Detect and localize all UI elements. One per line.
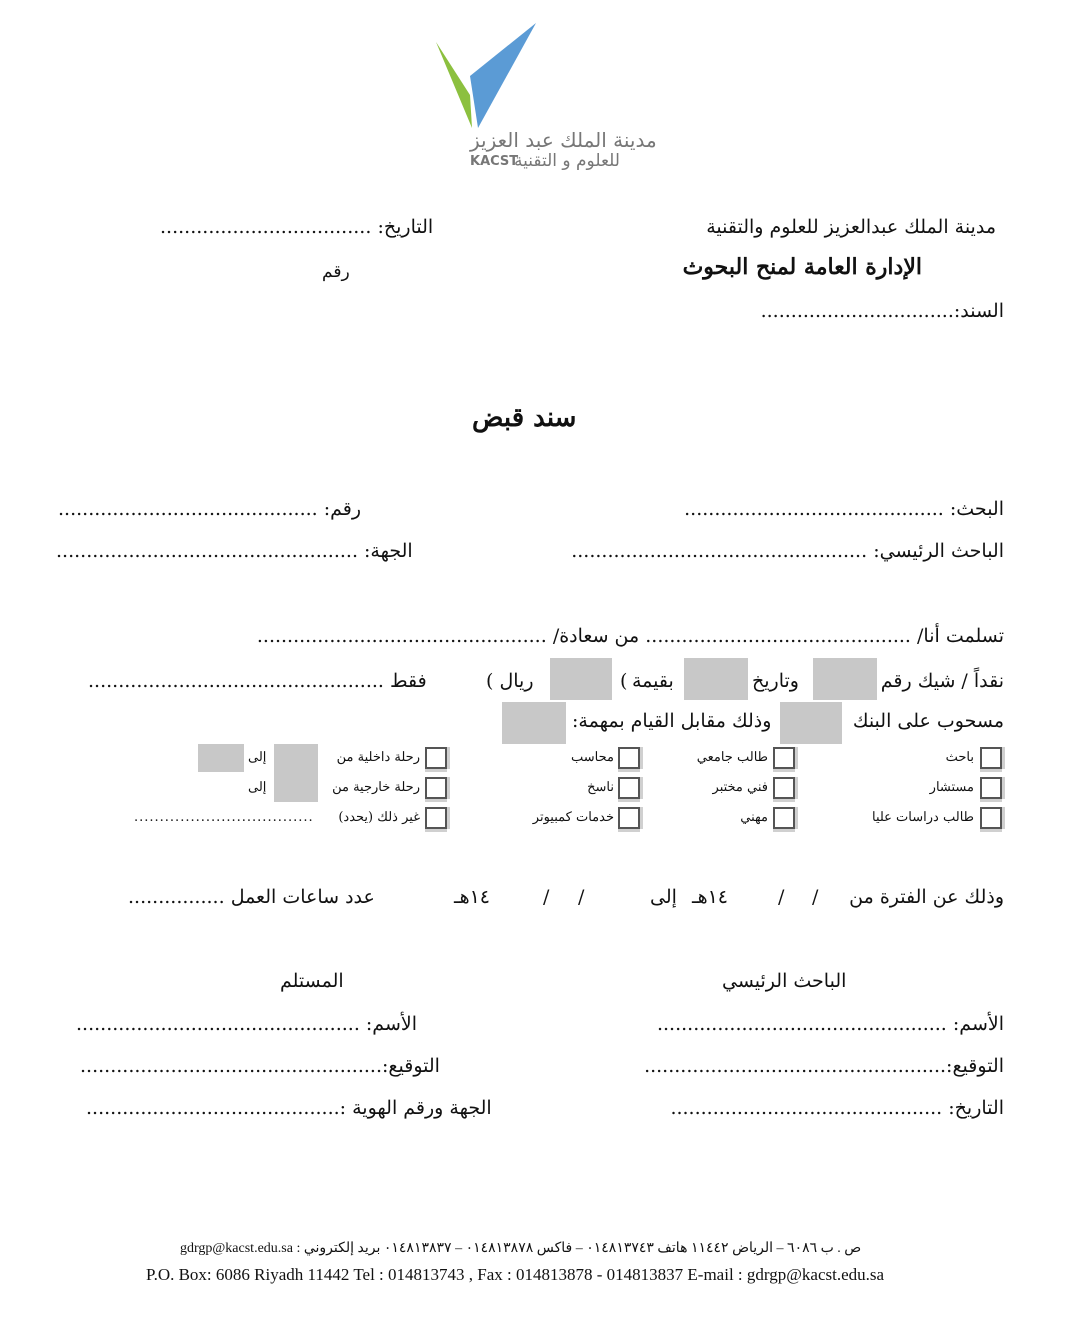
- only-label: فقط: [390, 670, 427, 692]
- pi-name-dots[interactable]: ................................................: [656, 1013, 947, 1035]
- period-to-slash-1: /: [578, 886, 585, 908]
- receiver-name-dots[interactable]: ...............................................: [76, 1013, 360, 1035]
- label-computer-services: خدمات كمبيوتر: [532, 810, 614, 825]
- domestic-from-field[interactable]: [274, 744, 318, 772]
- pi-name-label: الأسم:: [952, 1013, 1004, 1035]
- info-number-dots[interactable]: ...........................................: [58, 498, 318, 520]
- receiver-signature-title: المستلم: [280, 970, 344, 992]
- value-label: بقيمة: [632, 670, 674, 692]
- pi-date-dots[interactable]: .............................................: [670, 1097, 943, 1119]
- hours-label: عدد ساعات العمل: [230, 886, 375, 908]
- hours-dots[interactable]: ................: [128, 886, 225, 908]
- label-other: غير ذلك (يحدد): [338, 810, 420, 825]
- receiver-sign-line: [80, 1055, 440, 1077]
- research-label: البحث:: [949, 498, 1004, 520]
- pi-dots[interactable]: .................................................: [571, 540, 868, 562]
- receiver-sign-dots[interactable]: ..................................................: [80, 1055, 382, 1077]
- pi-date-line: [670, 1097, 1004, 1119]
- only-dots[interactable]: .................................................: [88, 670, 384, 692]
- receiver-name-line: [76, 1013, 417, 1035]
- header-number-label: رقم: [322, 262, 350, 282]
- label-undergrad: طالب جامعي: [696, 750, 768, 765]
- period-from-slash-2: /: [778, 886, 785, 908]
- other-dots[interactable]: ...................................: [134, 810, 314, 825]
- and-date-label: وتاريخ: [752, 670, 799, 692]
- period-to-slash-2: /: [543, 886, 550, 908]
- checkbox-domestic-trip[interactable]: [425, 747, 447, 769]
- logo-arabic-name: مدينة الملك عبد العزيز: [470, 128, 657, 152]
- research-line: [684, 498, 1004, 520]
- label-researcher: باحث: [945, 750, 974, 765]
- period-to-year: ١٤هـ: [454, 886, 491, 908]
- received-line: [257, 625, 1004, 647]
- check-date-field[interactable]: [684, 658, 748, 700]
- for-task-label: وذلك مقابل القيام بمهمة:: [572, 710, 772, 732]
- riyal-label: ريال ): [486, 670, 534, 692]
- period-to-label: إلى: [650, 886, 677, 908]
- logo-arabic-sub: للعلوم و التقنية: [514, 151, 620, 171]
- receiver-entity-dots[interactable]: ..........................................: [86, 1097, 340, 1119]
- voucher-label: السند:: [953, 300, 1004, 322]
- entity-dots[interactable]: ..................................................: [56, 540, 358, 562]
- pi-name-line: [657, 1013, 1004, 1035]
- label-professional: مهني: [740, 810, 768, 825]
- period-from-slash-1: /: [812, 886, 819, 908]
- pi-label: الباحث الرئيسي:: [873, 540, 1004, 562]
- label-lab-tech: فني مختبر: [712, 780, 768, 795]
- hours-line: [128, 886, 375, 908]
- label-accountant: محاسب: [571, 750, 614, 765]
- checkbox-consultant[interactable]: [980, 777, 1002, 799]
- info-number-label: رقم:: [323, 498, 362, 520]
- pi-sign-dots[interactable]: ..................................................: [644, 1055, 947, 1077]
- foreign-from-field[interactable]: [274, 772, 318, 802]
- receiver-sign-label: التوقيع:: [381, 1055, 440, 1077]
- amount-field[interactable]: [550, 658, 612, 700]
- bank-field[interactable]: [780, 702, 842, 744]
- research-dots[interactable]: ...........................................: [684, 498, 944, 520]
- pi-date-label: التاريخ:: [948, 1097, 1004, 1119]
- entity-line: [56, 540, 413, 562]
- pi-line: [571, 540, 1004, 562]
- checkbox-grad-student[interactable]: [980, 807, 1002, 829]
- voucher-line: [761, 300, 1004, 322]
- department-name: الإدارة العامة لمنح البحوث: [682, 254, 922, 280]
- checkbox-professional[interactable]: [773, 807, 795, 829]
- foreign-to-label: إلى: [248, 780, 267, 795]
- header-date-dots[interactable]: ...................................: [160, 216, 372, 238]
- label-consultant: مستشار: [929, 780, 974, 795]
- checkbox-lab-tech[interactable]: [773, 777, 795, 799]
- pi-sign-line: [644, 1055, 1004, 1077]
- pi-sign-label: التوقيع:: [946, 1055, 1004, 1077]
- open-paren: (: [620, 670, 628, 692]
- label-grad-student: طالب دراسات عليا: [871, 810, 974, 825]
- checkbox-computer-services[interactable]: [618, 807, 640, 829]
- info-number-line: [58, 498, 361, 520]
- org-name: مدينة الملك عبدالعزيز للعلوم والتقنية: [706, 216, 996, 238]
- from-dots[interactable]: ................................................: [256, 625, 547, 647]
- domestic-to-field[interactable]: [198, 744, 244, 772]
- receiver-name-label: الأسم:: [365, 1013, 417, 1035]
- checkbox-researcher[interactable]: [980, 747, 1002, 769]
- entity-label: الجهة:: [364, 540, 413, 562]
- receiver-entity-line: [86, 1097, 492, 1119]
- received-dots[interactable]: ............................................: [645, 625, 911, 647]
- domestic-to-label: إلى: [248, 750, 267, 765]
- kacst-logo: [430, 20, 657, 180]
- label-copyist: ناسخ: [587, 780, 614, 795]
- header-date-line: [160, 216, 433, 238]
- receiver-entity-label: الجهة ورقم الهوية :: [339, 1097, 492, 1119]
- checkbox-other[interactable]: [425, 807, 447, 829]
- period-from-label: وذلك عن الفترة من: [849, 886, 1004, 908]
- kacst-logo-mark-icon: [430, 20, 640, 135]
- checkbox-foreign-trip[interactable]: [425, 777, 447, 799]
- label-foreign-trip: رحلة خارجية من: [332, 780, 420, 795]
- checkbox-copyist[interactable]: [618, 777, 640, 799]
- logo-abbr: KACST: [470, 154, 519, 169]
- label-domestic-trip: رحلة داخلية من: [336, 750, 420, 765]
- drawn-on-label: مسحوب على البنك: [852, 710, 1004, 732]
- cash-check-label: نقداً / شيك رقم: [880, 670, 1004, 692]
- received-label: تسلمت أنا/: [917, 625, 1004, 647]
- task-field[interactable]: [502, 702, 566, 744]
- header-date-label: التاريخ:: [377, 216, 434, 238]
- voucher-dots[interactable]: ................................: [760, 300, 954, 322]
- period-from-year: ١٤هـ: [692, 886, 729, 908]
- footer-english: P.O. Box: 6086 Riyadh 11442 Tel : 014813743 , Fax : 014813878 - 014813837 E-mail : gdrgp@kacst.edu.sa: [146, 1265, 885, 1284]
- page-title: سند قبض: [472, 403, 577, 433]
- pi-signature-title: الباحث الرئيسي: [722, 970, 847, 992]
- only-line: [88, 670, 427, 692]
- checkbox-accountant[interactable]: [618, 747, 640, 769]
- from-label: من سعادة/: [552, 625, 640, 647]
- checkbox-undergrad[interactable]: [773, 747, 795, 769]
- check-number-field[interactable]: [813, 658, 877, 700]
- footer-arabic: ص . ب ٦٠٨٦ – الرياض ١١٤٤٢ هاتف ٠١٤٨١٣٧٤٣ – فاكس ٠١٤٨١٣٨٧٨ – ٠١٤٨١٣٨٣٧ بريد إلكتروني : gdrgp@kacst.edu.sa: [180, 1241, 862, 1256]
